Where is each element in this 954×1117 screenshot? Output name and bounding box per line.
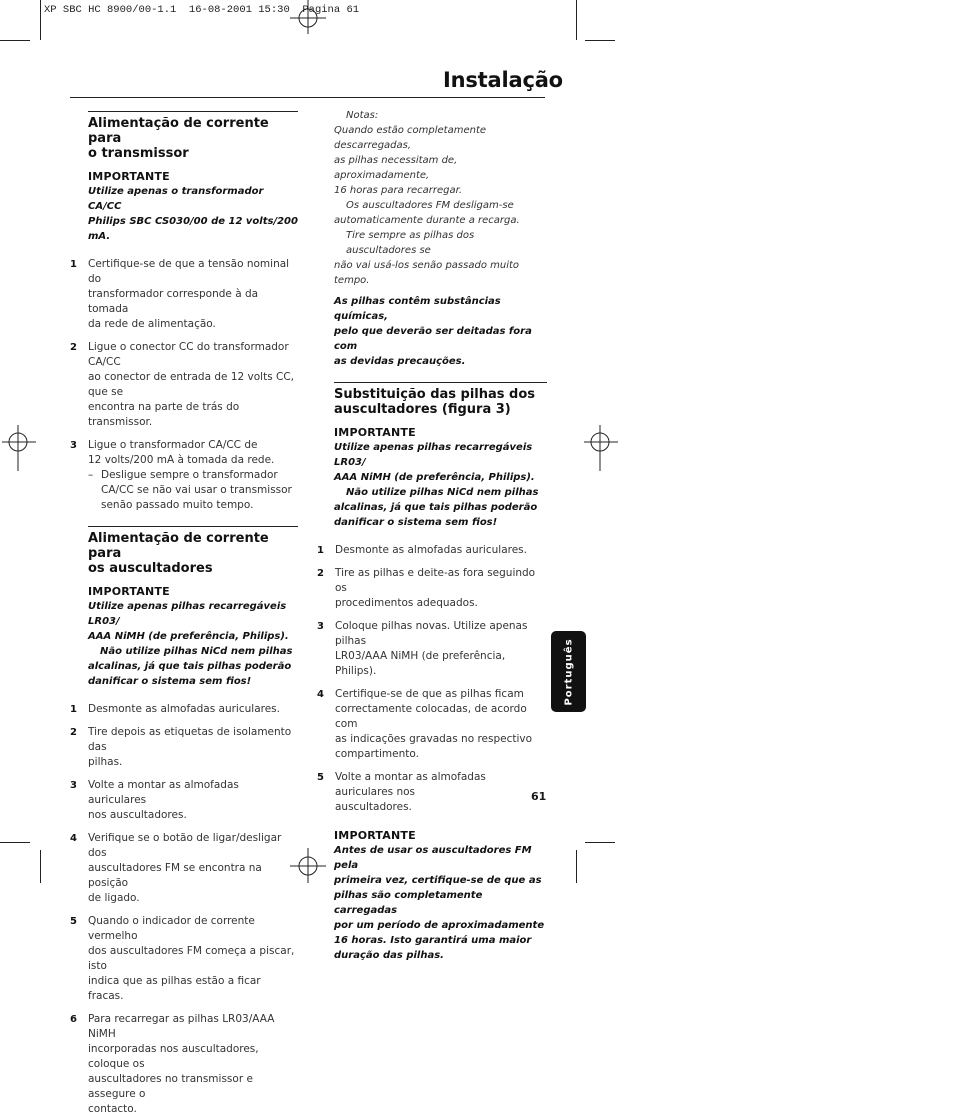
list-item xyxy=(70,257,298,332)
crop-mark xyxy=(40,0,41,40)
important-label: IMPORTANTE xyxy=(88,170,170,183)
important-label: IMPORTANTE xyxy=(334,426,416,439)
important-note: Utilize apenas o transformador CA/CC Philips SBC CS030/00 de 12 volts/200 mA. xyxy=(88,186,298,242)
page-title: Instalação xyxy=(443,68,563,92)
item-number: 1 xyxy=(70,704,77,715)
item-text-line: Tire as pilhas e deite-as fora seguindo os xyxy=(335,567,536,594)
important-note: Utilize apenas pilhas recarregáveis LR03/ AAA NiMH (de preferência, Philips). Não utilize pilhas NiCd nem pilhas alcalinas, já que tais pilhas poderão danificar o sistema sem fios! xyxy=(88,601,293,687)
item-text-line: procedimentos adequados. xyxy=(335,597,478,609)
important-label: IMPORTANTE xyxy=(334,829,416,842)
crop-mark xyxy=(0,842,30,843)
item-text-line: transformador corresponde à da tomada xyxy=(88,288,259,315)
list-item xyxy=(70,340,298,430)
item-text-line: auscultadores FM se encontra na posição xyxy=(88,862,262,889)
item-number: 2 xyxy=(70,342,77,353)
registration-mark-icon xyxy=(2,425,38,471)
title-rule xyxy=(70,97,545,98)
item-text-line: Ligue o transformador CA/CC de xyxy=(88,439,258,451)
print-slug: XP SBC HC 8900/00-1.1 16-08-2001 15:30 Pagina 61 xyxy=(44,4,360,16)
item-number: 2 xyxy=(70,727,77,738)
item-text-line: Certifique-se de que as pilhas ficam xyxy=(335,688,524,700)
list-item xyxy=(70,914,298,1004)
list-item xyxy=(70,1012,298,1117)
item-number: 3 xyxy=(317,621,324,632)
item-text-line: compartimento. xyxy=(335,748,419,760)
dash-note: – Desligue sempre o transformador CA/CC se não vai usar o transmissor senão passado muito tempo. xyxy=(88,469,292,511)
item-text-line: Verifique se o botão de ligar/desligar dos xyxy=(88,832,282,859)
item-number: 5 xyxy=(317,772,324,783)
item-text-line: Tire depois as etiquetas de isolamento das xyxy=(88,726,292,753)
item-text-line: Para recarregar as pilhas LR03/AAA NiMH xyxy=(88,1013,275,1040)
item-text-line: Volte a montar as almofadas auriculares nos xyxy=(335,771,486,798)
page-number: 61 xyxy=(531,790,547,803)
crop-mark xyxy=(576,850,577,883)
list-item xyxy=(70,702,298,717)
language-tab: Português xyxy=(551,631,586,712)
important-note: Utilize apenas pilhas recarregáveis LR03/ AAA NiMH (de preferência, Philips). Não utilize pilhas NiCd nem pilhas alcalinas, já que tais pilhas poderão danificar o sistema sem fios! xyxy=(334,442,539,528)
item-text-line: Volte a montar as almofadas auriculares xyxy=(88,779,239,806)
list-item xyxy=(70,725,298,770)
item-text-line: de ligado. xyxy=(88,892,140,904)
crop-mark xyxy=(585,842,615,843)
item-text-line: correctamente colocadas, de acordo com xyxy=(335,703,527,730)
item-number: 5 xyxy=(70,916,77,927)
list-item xyxy=(317,770,547,815)
item-text-line: nos auscultadores. xyxy=(88,809,187,821)
important-label: IMPORTANTE xyxy=(88,585,170,598)
item-text-line: Coloque pilhas novas. Utilize apenas pilhas xyxy=(335,620,528,647)
item-number: 6 xyxy=(70,1014,77,1025)
crop-mark xyxy=(585,40,615,41)
right-column xyxy=(317,108,547,963)
item-text-line: Desmonte as almofadas auriculares. xyxy=(335,544,527,556)
notes-label: Notas: xyxy=(346,110,379,121)
section-heading-headphones: Alimentação de corrente para os auscultadores xyxy=(88,531,269,576)
warning-text: As pilhas contêm substâncias químicas, pelo que deverão ser deitadas fora com as devidas precauções. xyxy=(334,296,532,367)
item-text-line: 12 volts/200 mA à tomada da rede. xyxy=(88,454,275,466)
important-final-note: Antes de usar os auscultadores FM pela primeira vez, certifique-se de que as pilhas são completamente carregadas por um período de aproximadamente 16 horas. Isto garantirá uma maior duração das pilhas. xyxy=(334,845,545,961)
item-text-line: Quando o indicador de corrente vermelho xyxy=(88,915,255,942)
item-text-line: indica que as pilhas estão a ficar fracas. xyxy=(88,975,261,1002)
section-heading-battery-replacement: Substituição das pilhas dos auscultadores (figura 3) xyxy=(334,387,536,417)
item-number: 4 xyxy=(70,833,77,844)
item-text-line: dos auscultadores FM começa a piscar, isto xyxy=(88,945,295,972)
item-text-line: Certifique-se de que a tensão nominal do xyxy=(88,258,290,285)
list-item xyxy=(317,687,547,762)
item-number: 4 xyxy=(317,689,324,700)
item-text-line: Ligue o conector CC do transformador CA/CC xyxy=(88,341,289,368)
registration-mark-icon xyxy=(290,0,326,36)
item-number: 3 xyxy=(70,780,77,791)
item-text-line: encontra na parte de trás do transmissor. xyxy=(88,401,240,428)
list-item xyxy=(70,778,298,823)
item-text-line: Desmonte as almofadas auriculares. xyxy=(88,703,280,715)
item-number: 1 xyxy=(70,259,77,270)
list-item xyxy=(70,831,298,906)
left-column xyxy=(70,111,298,1117)
list-item xyxy=(317,619,547,679)
item-text-line: contacto. xyxy=(88,1103,137,1115)
item-text-line: pilhas. xyxy=(88,756,123,768)
registration-mark-icon xyxy=(584,425,620,471)
crop-mark xyxy=(40,850,41,883)
item-number: 3 xyxy=(70,440,77,451)
section-heading-transmitter: Alimentação de corrente para o transmissor xyxy=(88,116,269,161)
list-item xyxy=(70,438,298,468)
list-item xyxy=(317,566,547,611)
item-text-line: da rede de alimentação. xyxy=(88,318,216,330)
item-text-line: ao conector de entrada de 12 volts CC, que se xyxy=(88,371,295,398)
list-item xyxy=(317,543,547,558)
notes-text: Quando estão completamente descarregadas, as pilhas necessitam de, aproximadamente, 16 horas para recarregar. Os auscultadores FM desligam-se automaticamente durante a recarga. Tire sempre as pilhas dos auscultadores se não vai usá-los senão passado muito tempo. xyxy=(334,125,520,286)
item-number: 2 xyxy=(317,568,324,579)
item-text-line: incorporadas nos auscultadores, coloque os xyxy=(88,1043,259,1070)
item-text-line: LR03/AAA NiMH (de preferência, Philips). xyxy=(335,650,506,677)
item-number: 1 xyxy=(317,545,324,556)
crop-mark xyxy=(0,40,30,41)
crop-mark xyxy=(576,0,577,40)
item-text-line: auscultadores no transmissor e assegure o xyxy=(88,1073,253,1100)
item-text-line: auscultadores. xyxy=(335,801,412,813)
item-text-line: as indicações gravadas no respectivo xyxy=(335,733,533,745)
